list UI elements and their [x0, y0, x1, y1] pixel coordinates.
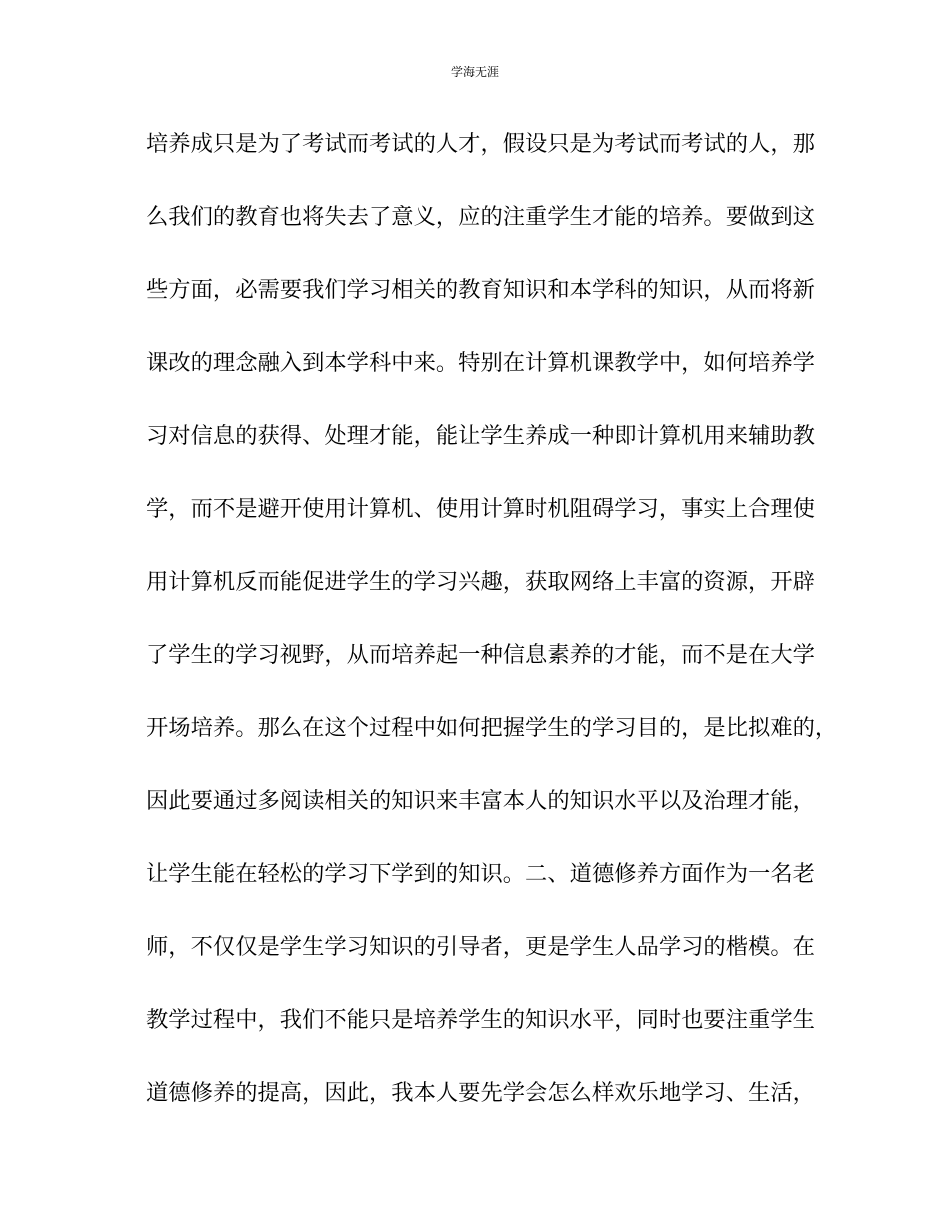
- text-line-12: 师，不仅仅是学生学习知识的引导者，更是学生人品学习的楷模。在: [146, 934, 815, 960]
- text-line-14: 道德修养的提高，因此，我本人要先学会怎么样欢乐地学习、生活，: [146, 1080, 815, 1106]
- text-line-4: 课改的理念融入到本学科中来。特别在计算机课教学中，如何培养学: [146, 350, 815, 376]
- text-line-5: 习对信息的获得、处理才能，能让学生养成一种即计算机用来辅助教: [146, 423, 815, 449]
- text-line-7: 用计算机反而能促进学生的学习兴趣，获取网络上丰富的资源，开辟: [146, 569, 815, 595]
- text-line-1: 培养成只是为了考试而考试的人才，假设只是为考试而考试的人，那: [146, 131, 815, 157]
- text-line-9: 开场培养。那么在这个过程中如何把握学生的学习目的，是比拟难的，: [146, 715, 838, 741]
- text-line-13: 教学过程中，我们不能只是培养学生的知识水平，同时也要注重学生: [146, 1007, 815, 1033]
- text-line-2: 么我们的教育也将失去了意义，应的注重学生才能的培养。要做到这: [146, 204, 815, 230]
- text-line-11: 让学生能在轻松的学习下学到的知识。二、道德修养方面作为一名老: [146, 861, 815, 887]
- text-line-10: 因此要通过多阅读相关的知识来丰富本人的知识水平以及治理才能，: [146, 788, 815, 814]
- text-line-6: 学，而不是避开使用计算机、使用计算时机阻碍学习，事实上合理使: [146, 496, 815, 522]
- text-line-3: 些方面，必需要我们学习相关的教育知识和本学科的知识，从而将新: [146, 277, 815, 303]
- text-line-8: 了学生的学习视野，从而培养起一种信息素养的才能，而不是在大学: [146, 642, 815, 668]
- page-header: 学海无涯: [450, 65, 499, 79]
